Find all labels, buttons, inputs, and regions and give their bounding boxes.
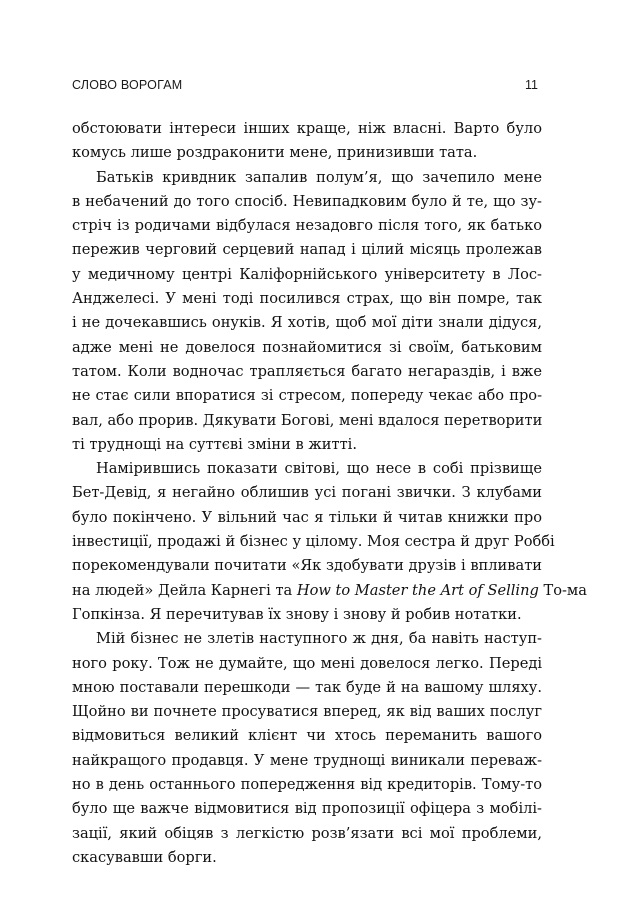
text-line: в небачений до того спосіб. Невипадковим було й те, що зу- <box>72 192 542 210</box>
text-segment: ма <box>566 581 587 599</box>
running-header <box>72 78 538 94</box>
text-line: Намірившись показати світові, що несе в собі прізвище <box>96 460 542 478</box>
text-line <box>72 579 587 603</box>
page-number: 11 <box>525 78 538 92</box>
text-segment: на людей» Дейла Карнегі та <box>72 581 293 599</box>
text-line: скасувавши борги. <box>72 848 217 866</box>
text-line: було ще важче відмовитися від пропозиції офіцера з мобілі- <box>72 800 542 818</box>
text-line: ті труднощі на суттєві зміни в житті. <box>72 435 357 453</box>
text-line: у медичному центрі Каліфорнійського університету в Лос- <box>72 265 542 283</box>
body-text <box>72 117 587 870</box>
text-line: мною поставали перешкоди — так буде й на вашому шляху. <box>72 678 542 696</box>
text-line: зації, який обіцяв з легкістю розв’язати всі мої проблеми, <box>72 824 542 842</box>
text-line: було покінчено. У вільний час я тільки й читав книжки про <box>72 508 542 526</box>
text-line: стріч із родичами відбулася незадовго після того, як батько <box>72 217 542 235</box>
chapter-title: СЛОВО ВОРОГАМ <box>72 78 183 92</box>
text-line: порекомендували почитати «Як здобувати друзів і впливати <box>72 557 542 575</box>
text-line: адже мені не довелося познайомитися зі своїм, батьковим <box>72 338 542 356</box>
text-line: комусь лише роздраконити мене, принизивши тата. <box>72 144 478 162</box>
text-line: обстоювати інтереси інших краще, ніж власні. Варто було <box>72 120 542 137</box>
text-line: Анджелесі. У мені тоді посилився страх, що він помре, так <box>72 290 542 308</box>
text-line: відмовиться великий клієнт чи хтось переманить вашого <box>72 727 542 745</box>
text-line: інвестиції, продажі й бізнес у цілому. Моя сестра й друг Роббі <box>72 533 555 551</box>
text-line: Щойно ви почнете просуватися вперед, як від ваших послуг <box>72 703 542 721</box>
text-segment: То- <box>538 581 567 599</box>
text-line: вал, або прорив. Дякувати Богові, мені вдалося перетворити <box>72 411 543 429</box>
text-line: найкращого продавця. У мене труднощі виникали переваж- <box>72 751 542 769</box>
text-line: Мій бізнес не злетів наступного ж дня, ба навіть наступ- <box>96 630 542 648</box>
text-line: пережив черговий серцевий напад і цілий місяць пролежав <box>72 241 542 259</box>
text-line: татом. Коли водночас трапляється багато негараздів, і вже <box>72 362 542 380</box>
text-line: Бет-Девід, я негайно облишив усі погані звички. З клубами <box>72 484 542 502</box>
text-line: Гопкінза. Я перечитував їх знову і знову й робив нотатки. <box>72 605 522 623</box>
text-line: ного року. Тож не думайте, що мені довелося легко. Переді <box>72 654 542 672</box>
text-line: не стає сили впоратися зі стресом, попереду чекає або про- <box>72 387 542 405</box>
text-line: Батьків кривдник запалив полум’я, що зачепило мене <box>96 168 542 186</box>
book-title-italic: How to Master the Art of Selling <box>296 581 539 599</box>
text-line: і не дочекавшись онуків. Я хотів, щоб мої діти знали дідуся, <box>72 314 542 332</box>
text-line: но в день останнього попередження від кредиторів. Тому-то <box>72 776 542 794</box>
